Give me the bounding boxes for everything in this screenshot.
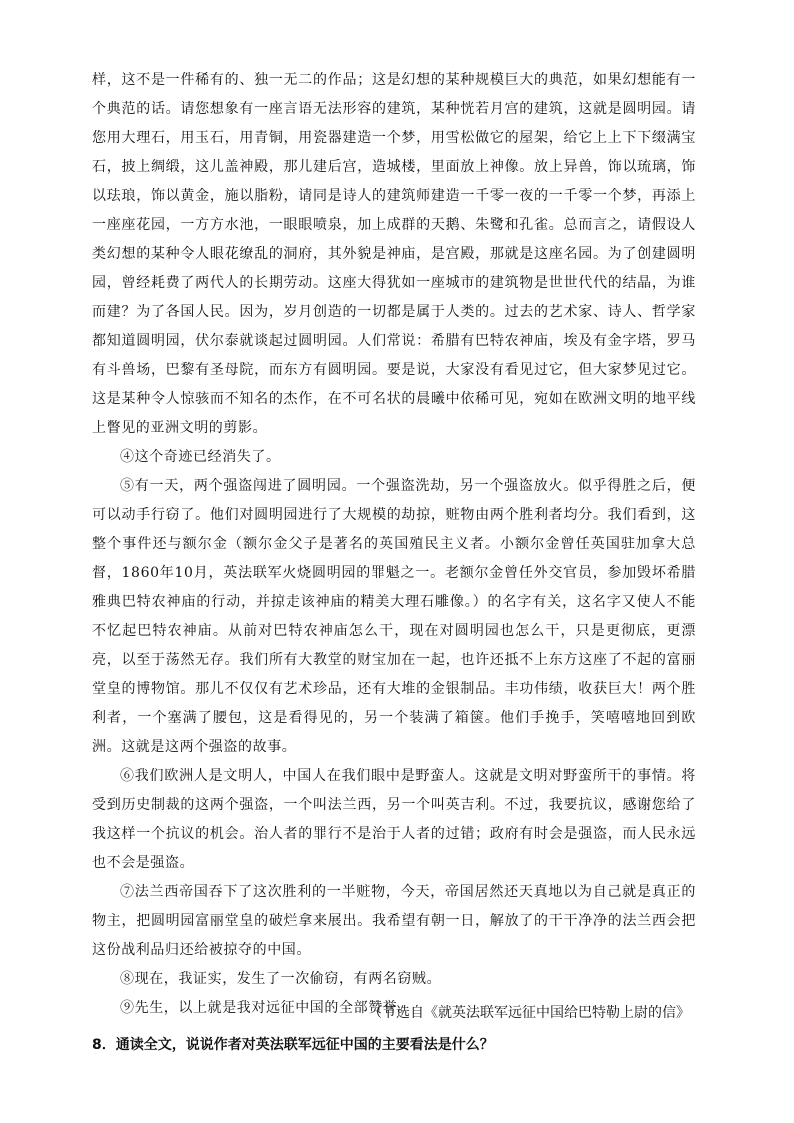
paragraph-9: ⑨先生，以上就是我对远征中国的全部赞誉。	[120, 1000, 412, 1016]
source-citation: （节选自《就英法联军远征中国给巴特勒上尉的信》	[368, 1005, 690, 1021]
paragraph-6: ⑥我们欧洲人是文明人，中国人在我们眼中是野蛮人。这就是文明对野蛮所干的事情。将受到历史制裁的这两个强盗，一个叫法兰西，另一个叫英吉利。不过，我要抗议，感谢您给了我这样一个抗议的机会。治人者的罪行不是治于人者的过错；政府有时会是强盗，而人民永远也不会是强盗。	[92, 768, 696, 871]
paragraph-8: ⑧现在，我证实，发生了一次偷窃，有两名窃贼。	[120, 971, 442, 987]
paragraph-7: ⑦法兰西帝国吞下了这次胜利的一半赃物，今天，帝国居然还天真地以为自己就是真正的物主，把圆明园富丽堂皇的破烂拿来展出。我希望有朝一日，解放了的干干净净的法兰西会把这份战利品归还给被掠夺的中国。	[92, 884, 696, 958]
paragraph-5: ⑤有一天，两个强盗闯进了圆明园。一个强盗洗劫，另一个强盗放火。似乎得胜之后，便可以动手行窃了。他们对圆明园进行了大规模的劫掠，赃物由两个胜利者均分。我们看到，这整个事件还与额尔金（额尔金父子是著名的英国殖民主义者。小额尔金曾任英国驻加拿大总督，1860年10月，英法联军火烧圆明园的罪魁之一。老额尔金曾任外交官员，参加毁坏希腊雅典巴特农神庙的行动，并掠走该神庙的精美大理石雕像。）的名字有关，这名字又使人不能不忆起巴特农神庙。从前对巴特农神庙怎么干，现在对圆明园也怎么干，只是更彻底，更漂亮，以至于荡然无存。我们所有大教堂的财宝加在一起，也许还抵不上东方这座了不起的富丽堂皇的博物馆。那儿不仅仅有艺术珍品，还有大堆的金银制品。丰功伟绩，收获巨大！两个胜利者，一个塞满了腰包，这是看得见的，另一个装满了箱箧。他们手挽手，笑嘻嘻地回到欧洲。这就是这两个强盗的故事。	[92, 478, 696, 755]
question-8: 8．通读全文，说说作者对英法联军远征中国的主要看法是什么？	[92, 1037, 494, 1053]
paragraph-4: ④这个奇迹已经消失了。	[120, 449, 281, 465]
paragraph-intro: 样，这不是一件稀有的、独一无二的作品；这是幻想的某种规模巨大的典范，如果幻想能有一个典范的话。请您想象有一座言语无法形容的建筑，某种恍若月宫的建筑，这就是圆明园。请您用大理石，用玉石，用青铜，用瓷器建造一个梦，用雪松做它的屋架，给它上上下下缀满宝石，披上绸缎，这儿盖神殿，那儿建后宫，造城楼，里面放上神像。放上异兽，饰以琉璃，饰以珐琅，饰以黄金，施以脂粉，请同是诗人的建筑师建造一千零一夜的一千零一个梦，再添上一座座花园，一方方水池，一眼眼喷泉，加上成群的天鹅、朱鹭和孔雀。总而言之，请假设人类幻想的某种令人眼花缭乱的洞府，其外貌是神庙，是宫殿，那就是这座名园。为了创建圆明园，曾经耗费了两代人的长期劳动。这座大得犹如一座城市的建筑物是世世代代的结晶，为谁而建？为了各国人民。因为，岁月创造的一切都是属于人类的。过去的艺术家、诗人、哲学家都知道圆明园，伏尔泰就谈起过圆明园。人们常说：希腊有巴特农神庙，埃及有金字塔，罗马有斗兽场，巴黎有圣母院，而东方有圆明园。要是说，大家没有看见过它，但大家梦见过它。这是某种令人惊骇而不知名的杰作，在不可名状的晨曦中依稀可见，宛如在欧洲文明的地平线上瞥见的亚洲文明的剪影。	[92, 72, 696, 436]
passage-body	[92, 66, 696, 1023]
